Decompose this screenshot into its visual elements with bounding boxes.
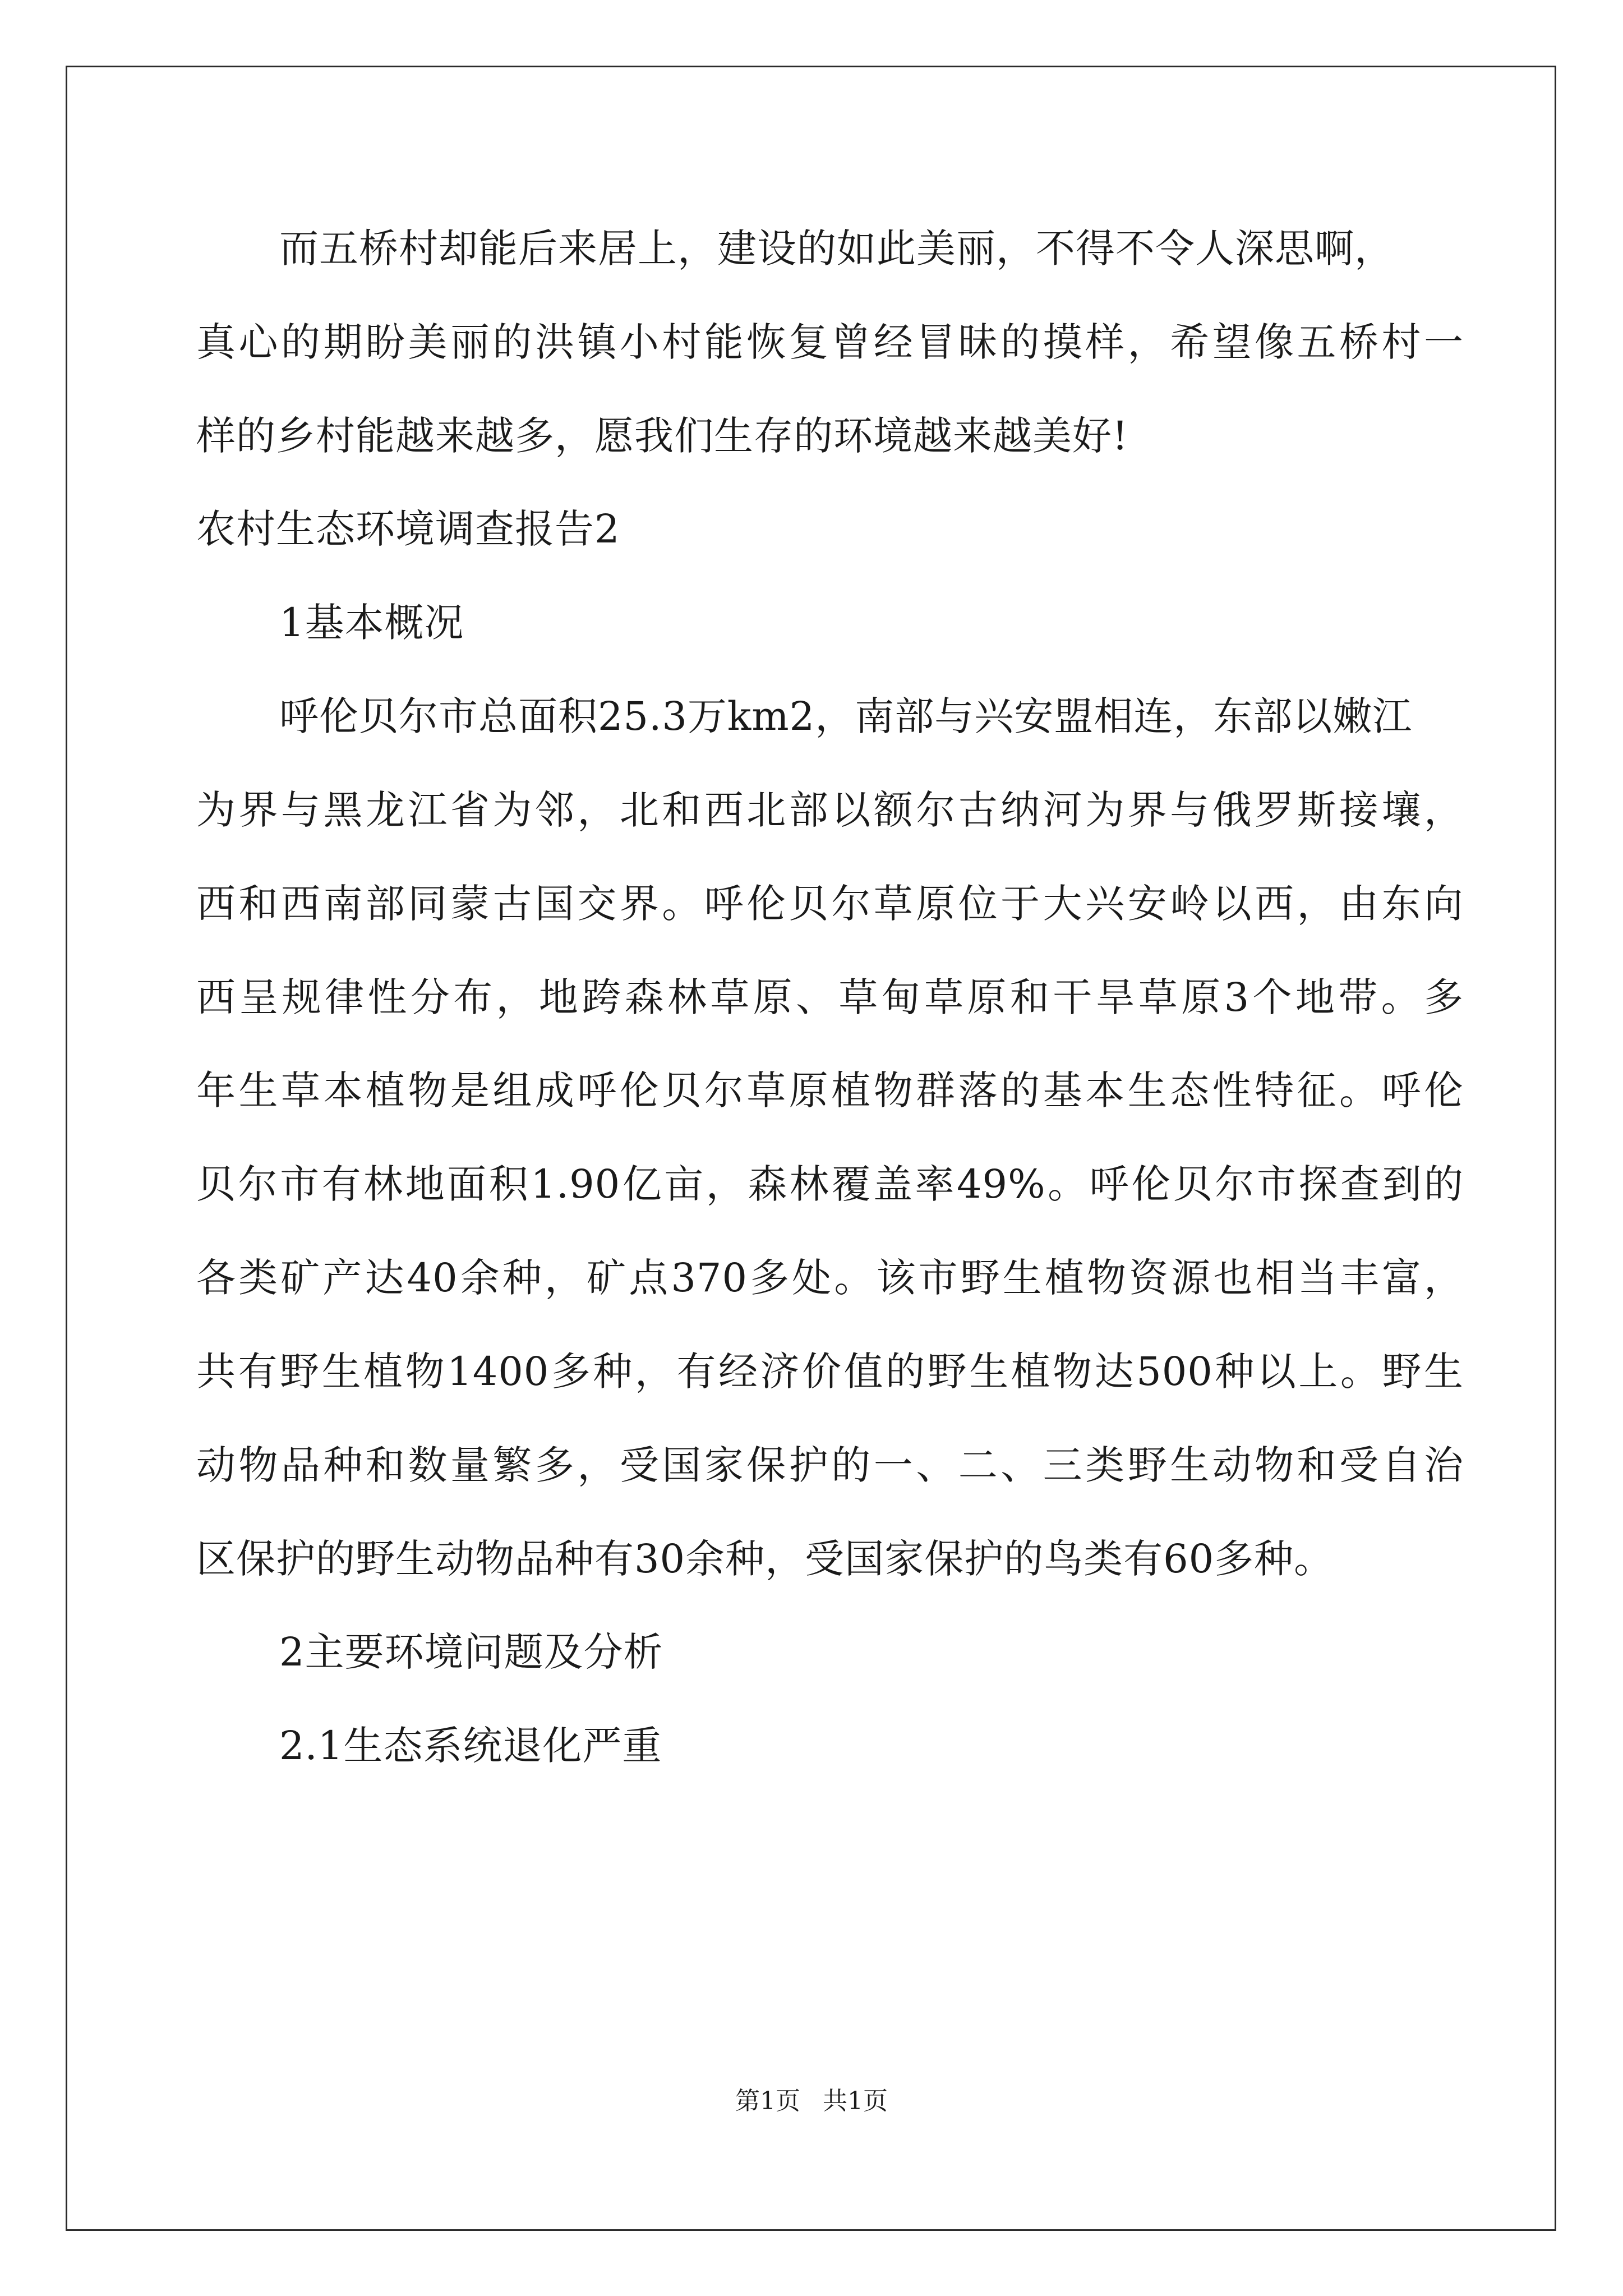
paragraph-line: 真心的期盼美丽的洪镇小村能恢复曾经冒昧的摸样，希望像五桥村一 (196, 319, 1464, 365)
paragraph-line: 区保护的野生动物品种有30余种，受国家保护的鸟类有60多种。 (196, 1536, 1334, 1582)
section-heading: 1基本概况 (279, 600, 464, 646)
page-border (66, 66, 1556, 2231)
paragraph-line: 年生草本植物是组成呼伦贝尔草原植物群落的基本生态性特征。呼伦 (196, 1068, 1464, 1114)
paragraph-line: 样的乡村能越来越多，愿我们生存的环境越来越美好! (196, 413, 1129, 459)
page-number: 第1页 (735, 2087, 800, 2115)
subsection-heading: 2.1生态系统退化严重 (279, 1723, 662, 1769)
paragraph-line: 西和西南部同蒙古国交界。呼伦贝尔草原位于大兴安岭以西，由东向 (196, 881, 1464, 927)
section-title: 农村生态环境调查报告2 (196, 506, 620, 552)
paragraph-line: 而五桥村却能后来居上，建设的如此美丽，不得不令人深思啊， (279, 226, 1394, 272)
paragraph-line: 各类矿产达40余种，矿点370多处。该市野生植物资源也相当丰富， (196, 1255, 1464, 1301)
paragraph-line: 呼伦贝尔市总面积25.3万km2，南部与兴安盟相连，东部以嫩江 (279, 693, 1413, 739)
paragraph-line: 西呈规律性分布，地跨森林草原、草甸草原和干旱草原3个地带。多 (196, 974, 1464, 1020)
page-total: 共1页 (823, 2087, 888, 2115)
page-footer (0, 2086, 1623, 2117)
paragraph-line: 动物品种和数量繁多，受国家保护的一、二、三类野生动物和受自治 (196, 1442, 1464, 1488)
paragraph-line: 共有野生植物1400多种，有经济价值的野生植物达500种以上。野生 (196, 1349, 1464, 1395)
section-heading: 2主要环境问题及分析 (279, 1629, 663, 1675)
paragraph-line: 贝尔市有林地面积1.90亿亩，森林覆盖率49%。呼伦贝尔市探查到的 (196, 1161, 1464, 1207)
paragraph-line: 为界与黑龙江省为邻，北和西北部以额尔古纳河为界与俄罗斯接壤， (196, 787, 1464, 833)
